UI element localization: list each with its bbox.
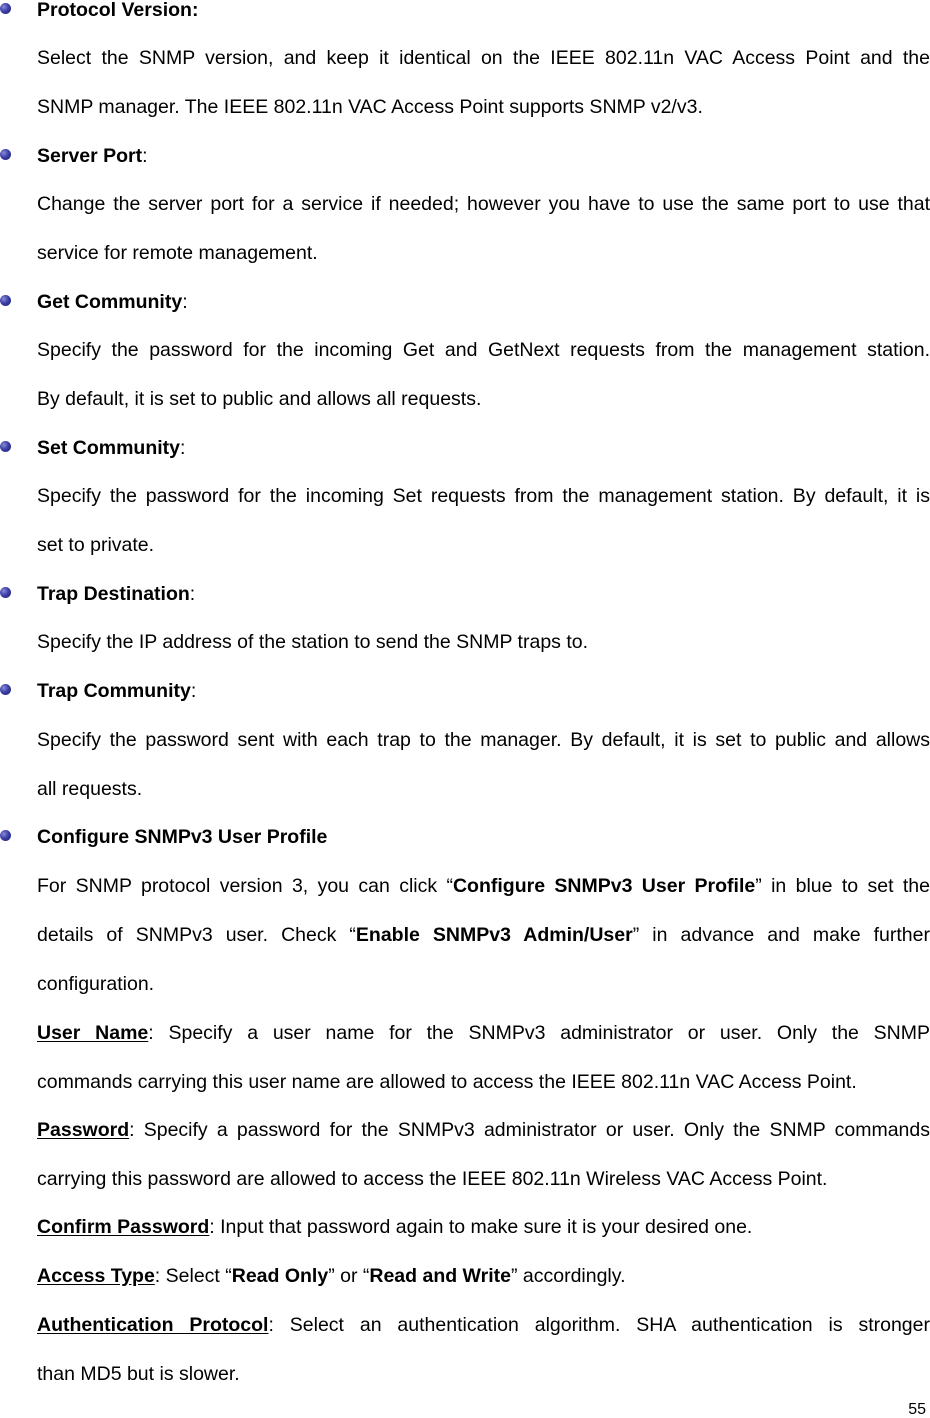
user-name-text: commands carrying this user name are allowed to access the IEEE 802.11n VAC Access Point. (37, 1071, 857, 1093)
get-community-text: Specify the password for the incoming Get and GetNext requests from the management station. (37, 339, 930, 361)
trap-destination-heading: Trap Destination: (37, 584, 930, 633)
access-type-term: Access Type (37, 1265, 155, 1287)
protocol-version-heading: Protocol Version: (37, 0, 930, 49)
bullet-icon (0, 587, 11, 598)
confirm-password-item: Confirm Password: Input that password again to make sure it is your desired one. (37, 1216, 753, 1238)
snmpv3-text: configuration. (37, 973, 155, 995)
user-name-term: User Name (37, 1022, 149, 1044)
trap-community-heading: Trap Community: (37, 681, 930, 730)
password-item: Password: Specify a password for the SNMPv3 administrator or user. Only the SNMP commands (37, 1119, 930, 1141)
snmpv3-text: details of SNMPv3 user. Check “Enable SNMPv3 Admin/User” in advance and make further (37, 924, 930, 946)
user-name-item: User Name: Specify a user name for the SNMPv3 administrator or user. Only the SNMP (37, 1022, 930, 1044)
auth-protocol-text: than MD5 but is slower. (37, 1363, 240, 1385)
set-community-text: set to private. (37, 534, 155, 556)
bullet-icon (0, 295, 11, 306)
access-type-item: Access Type: Select “Read Only” or “Read and Write” accordingly. (37, 1265, 626, 1287)
password-text: carrying this password are allowed to access the IEEE 802.11n Wireless VAC Access Point. (37, 1168, 828, 1190)
bullet-icon (0, 830, 11, 841)
password-term: Password (37, 1119, 130, 1141)
page-number: 55 (908, 1401, 926, 1418)
snmpv3-heading: Configure SNMPv3 User Profile (37, 827, 930, 876)
server-port-text: service for remote management. (37, 242, 318, 264)
trap-community-text: all requests. (37, 778, 143, 800)
protocol-version-text: Select the SNMP version, and keep it identical on the IEEE 802.11n VAC Access Point and the (37, 47, 930, 69)
set-community-heading: Set Community: (37, 438, 930, 487)
set-community-text: Specify the password for the incoming Set requests from the management station. By default, it is (37, 485, 930, 507)
protocol-version-text: SNMP manager. The IEEE 802.11n VAC Access Point supports SNMP v2/v3. (37, 96, 703, 118)
auth-protocol-term: Authentication Protocol (37, 1314, 269, 1336)
confirm-password-term: Confirm Password (37, 1216, 210, 1238)
get-community-text: By default, it is set to public and allows all requests. (37, 388, 482, 410)
bullet-icon (0, 441, 11, 452)
snmpv3-text: For SNMP protocol version 3, you can click “Configure SNMPv3 User Profile” in blue to set the (37, 875, 930, 897)
bullet-icon (0, 3, 11, 14)
trap-community-text: Specify the password sent with each trap to the manager. By default, it is set to public and allows (37, 729, 930, 751)
get-community-heading: Get Community: (37, 292, 930, 341)
auth-protocol-item: Authentication Protocol: Select an authentication algorithm. SHA authentication is stronger (37, 1314, 930, 1336)
trap-destination-text: Specify the IP address of the station to send the SNMP traps to. (37, 631, 589, 653)
bullet-icon (0, 149, 11, 160)
server-port-text: Change the server port for a service if needed; however you have to use the same port to use that (37, 193, 930, 215)
server-port-heading: Server Port: (37, 146, 930, 195)
bullet-icon (0, 684, 11, 695)
